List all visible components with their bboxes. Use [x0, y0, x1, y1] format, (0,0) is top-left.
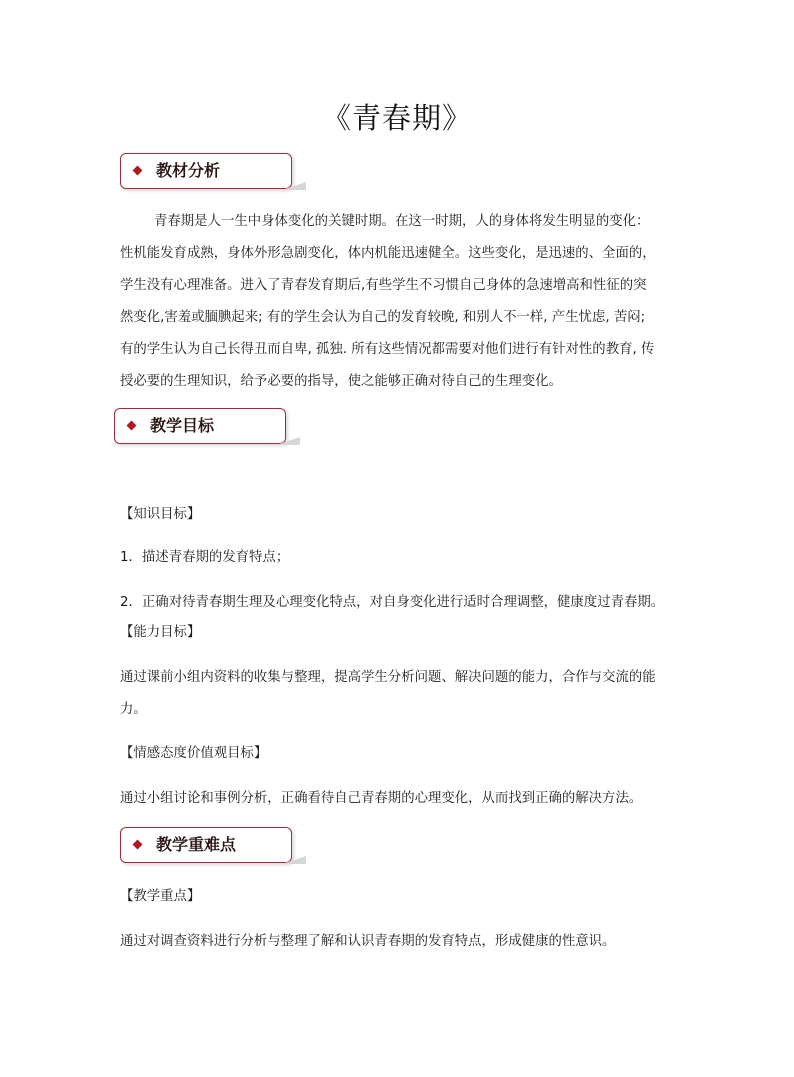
- section-box-tail: [276, 437, 300, 445]
- section-title: 教材分析: [156, 161, 221, 180]
- paragraph-line: 然变化,害羞或腼腆起来; 有的学生会认为自己的发育较晚, 和别人不一样, 产生忧虑, 苦闷;: [120, 310, 646, 325]
- section-header-key-points: [120, 827, 306, 863]
- section-box-tail: [282, 856, 306, 864]
- section-box-tail: [282, 182, 306, 190]
- section-title: 教学目标: [150, 416, 215, 435]
- emotion-text: 通过小组讨论和事例分析，正确看待自己青春期的心理变化，从而找到正确的解决方法。: [120, 791, 643, 806]
- knowledge-item-1: 1．描述青春期的发育特点；: [120, 550, 290, 565]
- ability-line: 通过课前小组内资料的收集与整理，提高学生分析问题、解决问题的能力，合作与交流的能: [120, 670, 656, 685]
- paragraph-line: 青春期是人一生中身体变化的关键时期。在这一时期，人的身体将发生明显的变化：: [154, 214, 650, 229]
- key-text: 通过对调查资料进行分析与整理了解和认识青春期的发育特点，形成健康的性意识。: [120, 934, 616, 949]
- document-title: 《青春期》: [321, 101, 472, 135]
- paragraph-line: 性机能发育成熟，身体外形急剧变化，体内机能迅速健全。这些变化，是迅速的、全面的，: [120, 246, 656, 261]
- section-header-analysis: [120, 153, 306, 189]
- ability-heading: 【能力目标】: [120, 625, 201, 640]
- ability-line: 力。: [120, 702, 147, 717]
- paragraph-line: 授必要的生理知识，给予必要的指导，使之能够正确对待自己的生理变化。: [120, 374, 562, 389]
- knowledge-heading: 【知识目标】: [120, 507, 201, 522]
- paragraph-line: 学生没有心理准备。进入了青春发育期后,有些学生不习惯自己身体的急速增高和性征的突: [120, 278, 647, 293]
- paragraph-line: 有的学生认为自己长得丑而自卑, 孤独. 所有这些情况都需要对他们进行有针对性的教育, 传: [120, 342, 655, 357]
- emotion-heading: 【情感态度价值观目标】: [120, 746, 268, 761]
- section-header-objectives: [114, 408, 300, 444]
- section-title: 教学重难点: [156, 835, 237, 854]
- knowledge-item-2: 2．正确对待青春期生理及心理变化特点，对自身变化进行适时合理调整，健康度过青春期。: [120, 595, 665, 610]
- key-heading: 【教学重点】: [120, 889, 201, 904]
